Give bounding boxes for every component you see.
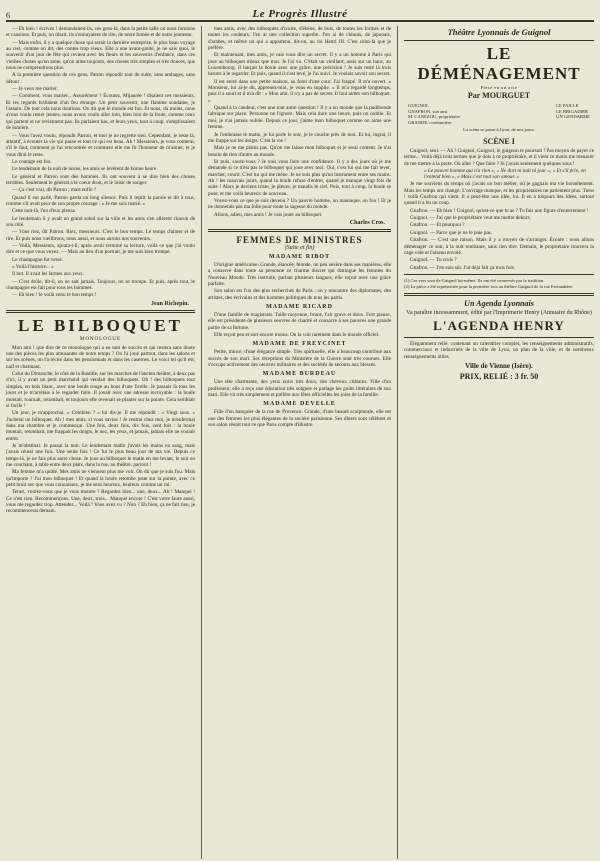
column-left [6, 26, 202, 859]
paragraph: Petite, mince, d'une élégance simple. Très spirituelle, elle a beaucoup contribué aux succès de son mari. Ses réceptions du Ministère de la Guerre sont très courues. Elle s'occupe activement des oeuvres militaires et des sociétés de secours aux blessés. [208, 349, 391, 369]
divider [208, 229, 391, 232]
footnote: (1) Ces vers sont de Guignol lui-même. Ils ont été conservés par la tradition. [404, 277, 545, 283]
divider [404, 337, 594, 338]
agenda-title: L'AGENDA HENRY [433, 318, 565, 334]
cast-left [408, 103, 460, 125]
section-text [208, 349, 391, 368]
cast-note: La scène se passe à Lyon, de nos jours. [463, 127, 535, 133]
paragraph: Quand à la candeur, c'est une tout autre question ! Il y a un monde que la pudibonde fabrique sur place. Personne ne l'ignore. Mais cela dure une heure, puis on oublie. Et moi, je n'ai jamais oublié. Depuis ce jour, j'aime mon bilboquet comme on aime une femme. [208, 105, 391, 131]
cast-list [408, 103, 590, 125]
play-title: LE DÉMÉNAGEMENT [417, 44, 581, 83]
bilboquet-text [6, 345, 195, 515]
play-subtitle: Pièce en un acte [480, 85, 518, 90]
cast-right [556, 103, 590, 125]
scene-heading: SCÈNE I [483, 136, 515, 146]
cast-member: UN GENDARME [556, 114, 590, 120]
paragraph: Il but. Il avait les larmes aux yeux. [12, 271, 84, 278]
paragraph: — Ça c'est vrai, dit Patron ; mais enfin ? [12, 187, 97, 194]
paragraph: Le général et Patron sont des hommes. Ils ont souvent à se dire bien des choses terribles. Seulement le général a le coeur droit, et le loisir de songer. [6, 173, 195, 186]
paragraph: Et maintenant, mes amis, je vais vous dire un secret. Il y a un homme à Paris qui joue au bilboquet mieux que moi. Je l'ai vu. C'était un vieillard, assis sur un banc, au Luxembourg. Il lançait la boule avec une grâce, une précision ! Je suis resté là trois heures à le regarder. Et puis, quand il s'est levé, je l'ai suivi. Je voulais savoir son secret. [208, 52, 391, 78]
paragraph: Gnafron. — Eh bien ! Guignol, qu'est-ce que tu as ? Tu fais une figure d'enterrement ! [410, 207, 589, 214]
divider [404, 40, 594, 41]
section-text [208, 409, 391, 428]
paragraph: — Je veux me marier. [12, 86, 58, 93]
section-heading: MADAME RICARD [266, 304, 333, 311]
agenda-price: PRIX, RELIÉ : 3 fr. 50 [459, 372, 539, 382]
paragraph: Son salon est l'un des plus recherchés de Paris ; on y rencontre des diplomates, des artistes, des écrivains et des hommes politiques de tous les partis. [208, 288, 391, 301]
paragraph: Le champagne fut versé. [12, 256, 63, 263]
section-text [208, 312, 391, 338]
cast-member: GUIGNOL [408, 103, 429, 108]
paragraph: — Vous riez, dit Patron. Riez, messieurs. C'est le bon temps. Le temps d'aimer et de rire. Et puis nous vieillirons, nous aussi, et nous aurons nos souvenirs. [6, 229, 195, 242]
paragraph: D'origine américaine. Grande, élancée, blonde, un peu sévère dans ses manières, elle a conservé dans toute sa personne ce charme discret qui distingue les femmes du Nouveau Monde. Très instruite, parlant plusieurs langues, elle reçoit avec une grâce parfaite. [208, 261, 391, 287]
section-heading: MADAME BURDEAU [262, 371, 337, 378]
paragraph: Allons, adieu, mes amis ! Je vais jouer au bilboquet. [214, 211, 323, 218]
paragraph: Mais je ne me plains pas. Qu'on me laisse mon bilboquet et je serai content. Je n'ai besoin de rien d'autre au monde. [208, 145, 391, 158]
cast-member: LE BRIGADIER [556, 108, 588, 114]
paragraph: Guignol. — Tu crois ? [410, 257, 457, 264]
play-author: Par MOURGUET [467, 91, 531, 100]
footnote: (2) La pièce a été représentée pour la première fois au théâtre Guignol de la rue Ferrandière. [404, 284, 574, 290]
agenda-heading: Un Agenda Lyonnais [464, 299, 534, 309]
ministers-wives-subtitle: (Suite et fin) [284, 244, 315, 251]
ministers-wives-title: FEMMES DE MINISTRES [236, 234, 363, 245]
author-signature: Charles Cros. [349, 219, 385, 226]
author-signature: Jean Richepin. [150, 300, 189, 307]
paragraph: Une tête charmante, des yeux noirs très doux, des cheveux châtains. Fille d'un professeur, elle a reçu une éducation très soignée et partage les goûts littéraires de son mari. Elle vit très simplement et préfère aux fêtes officielles les joies de la famille. [208, 379, 391, 399]
agenda-note: Va paraître incessamment, édité par l'Imprimerie Henry (Annuaire du Rhône) [406, 310, 592, 317]
masthead [6, 4, 594, 22]
bilboquet-continued [208, 26, 391, 218]
paragraph: mes amis, avec des bilboquets d'ivoire, d'ébène, de buis, de toutes les formes et de toutes les couleurs. J'en ai une collection superbe. J'en ai de chinois, de japonais, d'arabes, et même un qui a appartenu, dit-on, au roi Henri III. C'est celui-là que je préfère. [208, 26, 391, 52]
paragraph: — Mais enfin, il y a quelque chose qui serait la dernière entreprise, le plus beau voyage au ciel, comme on dit, des contes trop vieux. Elle a une avant-garde, je ne sais quoi, le souvenir d'un jour de fête qui revient avec les fleurs et les souvenirs d'enfance, dans ces vieilles choses qu'on aime, qu'on aime toujours, des choses très simples et très douces, que nous ne comprendrons plus. [6, 39, 195, 72]
paragraph: Il est entré dans une petite maison, au fond d'une cour. J'ai frappé. Il m'a ouvert. « Monsieur, lui ai-je dit, apprenez-moi, je vous en supplie. » Il m'a regardé longtemps, puis il a souri et il m'a dit : « Mon ami, il n'y a pas de secret. Il faut aimer son bilboquet. » [208, 78, 391, 104]
paragraph: Gnafron. — C'est une raison. Mais il y a moyen de s'arranger. Écoute : nous allons déménager ce soir, à la nuit tombante, sans rien dire. Demain, le propriétaire trouvera la cage vide et l'oiseau envolé. [404, 237, 594, 256]
paragraph: — Eh bien ! le voilà venu le bon temps ! [12, 292, 97, 299]
paragraph: Celui du Dimanche, le côté de la Bastille, sur les marches de l'ancien théâtre, à deux pas d'ici, il y avait un petit marchand qui vendait des bilboquets. Oh ! des bilboquets tout simples, en bois blanc, avec une boule rouge au bout d'une ficelle. Je passais là tous les jours et je m'arrêtais à le regarder faire. Il jouait avec une adresse incroyable : la boule montait, tournait, retombait, et toujours elle revenait se planter sur la pointe. Cela semblait si facile ! [6, 371, 195, 409]
paragraph: — Eh bien ! écrivez ! demandaient-ils, ces gens-là, dans la petite salle où nous fumions et causions. Et puis, on disait, ils s'ennuyaient de rire, de notre fumée et de notre jeunesse. [6, 26, 195, 39]
paragraph: Guignol, seul. — Ah ! Guignol, Guignol, le guignon te poursuit ! Pas moyen de payer ce terme... Voilà déjà trois termes que je dois à ce propriétaire, et il vient ce matin me menacer de me mettre à la porte. Où aller ? Que faire ? Si j'avais seulement quelques sous ! [404, 147, 594, 167]
paragraph: Un jour, je m'approchai. « Combien ? » lui dis-je. Il me répondit : « Vingt sous. » J'achetai un bilboquet. Ah ! mes amis, si vous saviez ! Je rentrai chez moi, je m'enfermai dans ma chambre et je commençai. Une fois, deux fois, dix fois, cent fois : la boule montait, retombait, me frappait les doigts, le nez, les yeux, et jamais, jamais elle ne voulait entrer. [6, 410, 195, 442]
section-text [208, 262, 391, 301]
column-right [398, 26, 594, 859]
paragraph: Voyez-vous ce que je suis devenu ? Un pauvre homme, un maniaque, un fou ! Et je ne donnerais pas ma folie pour toute la sagesse du monde. [208, 197, 391, 211]
paragraph: Ma femme m'a quitté. Mes amis ne viennent plus me voir. On dit que je suis fou. Mais qu'importe ? J'ai mon bilboquet ! Et quand la boule retombe juste sur la pointe, avec ce petit bruit sec que vous connaissez, je me sens heureux, heureux comme un roi. [6, 469, 195, 488]
theatre-heading: Théâtre Lyonnais de Guignol [447, 27, 551, 37]
paragraph: Elle reçoit peu et sort encore moins. On la voit rarement dans le monde officiel. [214, 332, 380, 339]
paragraph: Et puis, savez-vous ? Je vais vous faire une confidence. Il y a des jours où je me demande si ce n'est pas le bilboquet qui joue avec moi. Oui, c'est lui qui me fait lever, marcher, courir. C'est lui qui me mène. Je ne suis plus qu'un instrument entre ses mains. Ah ! les mauvais jours, quand la boule refuse d'entrer, quand je manque vingt fois de suite ! Alors je deviens triste, je pleure, je maudis le ciel. Puis, tout à coup, la boule se pose, et me voilà heureux de nouveau. [208, 158, 391, 197]
paragraph: Tenez, voulez-vous que je vous montre ? Regardez bien... une, deux... Ah ! Manqué ! Ce n'est rien. Recommençons. Une, deux, trois... Manqué encore ! C'est votre faute aussi, vous me regardez trop. Attendez... Voilà ! Vous avez vu ? Non ? Eh bien, ça ne fait rien, je recommencerai demain. [6, 489, 195, 515]
story-text [6, 26, 195, 299]
paragraph: Le courage est fou. [12, 158, 52, 165]
paragraph: Guignol. — Parce que je ne le paie pas. [410, 229, 493, 236]
agenda-location: Ville de Vienne (Isère). [465, 362, 533, 371]
play-text [404, 148, 594, 167]
newspaper-title: Le Progrès Illustré [252, 8, 348, 20]
paragraph: Le lendemain de la nuit de noces, les amis se levèrent de bonne heure. [12, 166, 158, 173]
paragraph: Guignol. — J'ai que le propriétaire veut me mettre dehors. [410, 215, 531, 222]
paragraph: Je l'embrasse le matin, je lui parle le soir, je le couche près de moi. Et lui, ingrat, il me frappe sur les doigts. C'est la vie ! [208, 131, 391, 144]
bilboquet-title: LE BILBOQUET [18, 315, 183, 335]
paragraph: Cette nuit-là, l'un d'eux pleura. [12, 208, 76, 215]
section-heading: MADAME DEVELLE [263, 401, 336, 408]
section-heading: MADAME DE FREYCINET [252, 341, 347, 348]
paragraph: Gnafron. — Et pourquoi ? [410, 222, 465, 229]
cast-member: GNAFRON, son ami [408, 108, 447, 114]
paragraph: Quand il eut parlé, Patron garda un long silence. Puis il reprit la parole et dit à tous, comme s'il avait peur de son propre courage : « Je me suis marié. » [6, 194, 195, 207]
paragraph: « Voilà l'histoire... » [12, 264, 54, 271]
columns [6, 26, 594, 859]
play-verses [404, 168, 594, 180]
paragraph: D'une famille de magistrats. Taille moyenne, brune, l'air grave et doux. Fort pieuse, elle est présidente de plusieurs oeuvres de charité et consacre à ses pauvres une grande partie de sa fortune. [208, 312, 391, 331]
paragraph: Mon ami ! que dire de ce monologue qui a eu tant de succès et qui restera sans doute une des pièces les plus amusantes de notre temps ? On l'a joué partout, dans les salons et sur les scènes, on l'a récité dans les pensionnats et dans les casernes. Le voici tel qu'il est, naïf et charmant. [6, 344, 195, 370]
cast-member: LE PAILLE [556, 103, 579, 108]
paragraph: — Voilà, Messieurs, ajouta-t-il, après avoir terminé sa lecture, voilà ce que j'ai voulu dire et ce que vous voyez. — Mais au lieu d'un portrait, je me suis bien trompé. [6, 243, 195, 256]
cast-member: GRANDE, cordonnière [408, 119, 452, 125]
footnotes [404, 278, 594, 290]
agenda-description: Élégamment relié, contenant un calendrier complet, les renseignements administratifs, commerciaux et industriels de la ville de Lyon, un plan de la ville, et de nombreux renseignements utiles. [404, 341, 594, 360]
bilboquet-subtitle: MONOLOGUE [79, 336, 122, 342]
page-number: 6 [6, 11, 10, 20]
divider [6, 310, 195, 313]
paragraph: Le lendemain il y avait un grand soleil sur la ville et les amis s'en allèrent chacun de son côté. [6, 215, 195, 228]
paragraph: Fille d'un banquier de la rue de Provence. Grande, d'une beauté sculpturale, elle est une des femmes les plus élégantes de la société parisienne. Ses dîners sont célèbres et son salon réunit tout ce que Paris compte d'illustre. [208, 409, 391, 429]
paragraph: — Comment, vous marier... Assurément ? Écoutez, Mijaurée ! disaient ces messieurs. Et les regards brillaient d'un feu étrange. Un petit souvenir, une flamme soudaine, je l'assure. De tout cela nous doutions. On dit que le monde est fou. Et nous, du moins, nous avons voulu rester jeunes, nous avons voulu aller loin, bien loin de la foule, comme ceux qui partent et ne reviennent pas. Ils parlaient bas, et leurs yeux, tout à coup, s'emplissaient de lumière. [6, 93, 195, 132]
divider [404, 274, 594, 275]
verse-line: « Le pauvre homme qui n'a rien », « Ne dort ni nuit ni jour », « Et s'il prie, on l'entend bien », « Mais c'est tout son amour. » [424, 168, 586, 181]
section-text [208, 379, 391, 398]
paragraph: — C'est drôle, dit-il, on ne sait jamais. Toujours, on se trompe. Et puis, après tout, le champagne est fait pour tous les hommes. [6, 278, 195, 292]
paragraph: A la première question de ces gens, Patron répondit tout de suite, sans ambages, sans détour : [6, 72, 195, 85]
paragraph: Je m'obstinai. Je passai la nuit. Le lendemain matin j'avais les mains en sang, mais j'avais réussi une fois. Une seule fois ! Ce fut le plus beau jour de ma vie. Depuis ce temps-là, je ne fais plus autre chose. Je joue au bilboquet le matin en me levant, le soir en me couchant, à table entre deux plats, dans la rue, au théâtre, partout ! [6, 442, 195, 468]
paragraph: Gnafron. — J'en suis sûr. J'ai déjà fait ça trois fois. [410, 264, 516, 271]
play-text [404, 181, 594, 270]
divider [404, 293, 594, 296]
section-heading: MADAME RIBOT [268, 253, 331, 260]
paragraph: Je me souviens du temps où j'avais un bon métier, où je gagnais ma vie honnêtement. Mais les temps ont changé. L'ouvrage manque, et les propriétaires ne patientent plus. Tiens ! voilà Gnafron qui vient. Il a peut-être une idée, lui. Il en a toujours des idées, surtout quand il a bu un coup. [404, 181, 594, 207]
cast-member: M. CANEZOU, propriétaire [408, 114, 461, 120]
column-middle [202, 26, 398, 859]
paragraph: — Vous l'avez voulu, répondit Patron, et moi je ne regrette rien. Cependant, je reste là, attentif, à écouter la vie qui passe et tout ce qui est beau. Ah ! Messieurs, je vous conterai, s'il le faut, comment je l'ai rencontrée et comment elle me fit l'honneur de m'aimer, et je vous dirai le reste. [6, 132, 195, 158]
